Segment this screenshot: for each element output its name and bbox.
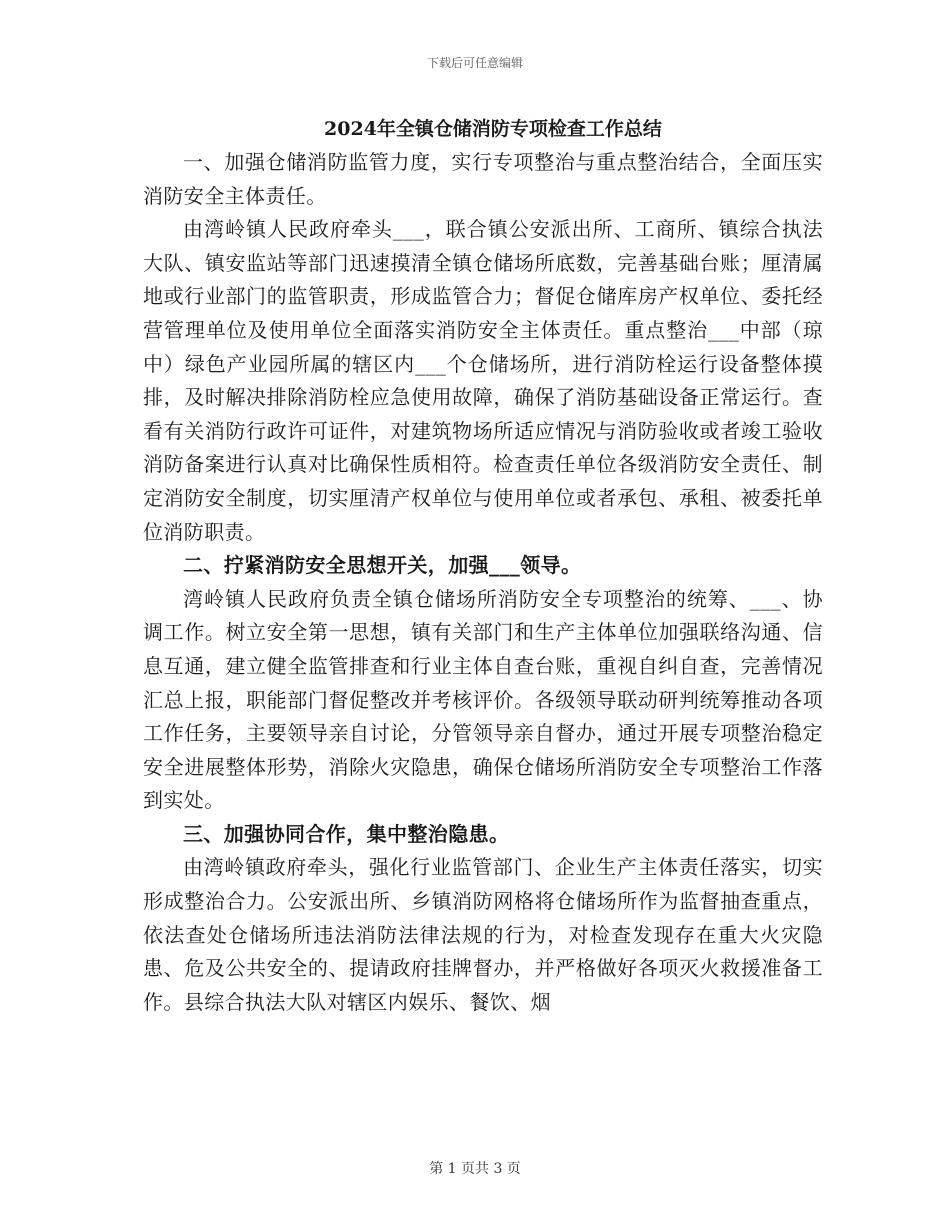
document-title: 2024年全镇仓储消防专项检查工作总结 [324,118,662,140]
page-header: 下载后可任意编辑 [426,56,523,70]
section-1-heading: 一、加强仓储消防监管力度，实行专项整治与重点整治结合，全面压实消防安全主体责任。 [143,150,823,208]
section-1-body: 由湾岭镇人民政府牵头___，联合镇公安派出所、工商所、镇综合执法大队、镇安监站等部门迅速摸清全镇仓储场所底数，完善基础台账；厘清属地或行业部门的监管职责，形成监管合力；督促仓储库房产权单位、委托经营管理单位及使用单位全面落实消防安全主体责任。重点整治___中部（琼中）绿色产业园所属的辖区内___个仓储场所，进行消防栓运行设备整体摸排，及时解决排除消防栓应急使用故障，确保了消防基础设备正常运行。查看有关消防行政许可证件，对建筑物场所适应情况与消防验收或者竣工验收消防备案进行认真对比确保性质相符。检查责任单位各级消防安全责任、制定消防安全制度，切实厘清产权单位与使用单位或者承包、承租、被委托单位消防职责。 [143,217,823,544]
section-2-body: 湾岭镇人民政府负责全镇仓储场所消防安全专项整治的统筹、___、协调工作。树立安全第一思想，镇有关部门和生产主体单位加强联络沟通、信息互通，建立健全监管排查和行业主体自查台账，重视自纠自查，完善情况汇总上报，职能部门督促整改并考核评价。各级领导联动研判统筹推动各项工作任务，主要领导亲自讨论，分管领导亲自督办，通过开展专项整治稳定安全进展整体形势，消除火灾隐患，确保仓储场所消防安全专项整治工作落到实处。 [143,586,823,813]
document-body [143,112,823,1019]
section-2-heading: 二、拧紧消防安全思想开关，加强___领导。 [183,553,582,578]
section-3-heading: 三、加强协同合作，集中整治隐患。 [183,821,510,846]
section-3-body: 由湾岭镇政府牵头，强化行业监管部门、企业生产主体责任落实，切实形成整治合力。公安派出所、乡镇消防网格将仓储场所作为监督抽查重点，依法查处仓储场所违法消防法律法规的行为，对检查发现存在重大火灾隐患、危及公共安全的、提请政府挂牌督办，并严格做好各项灭火救援准备工作。县综合执法大队对辖区内娱乐、餐饮、烟 [143,855,823,1014]
page-footer: 第 1 页共 3 页 [429,1161,521,1177]
